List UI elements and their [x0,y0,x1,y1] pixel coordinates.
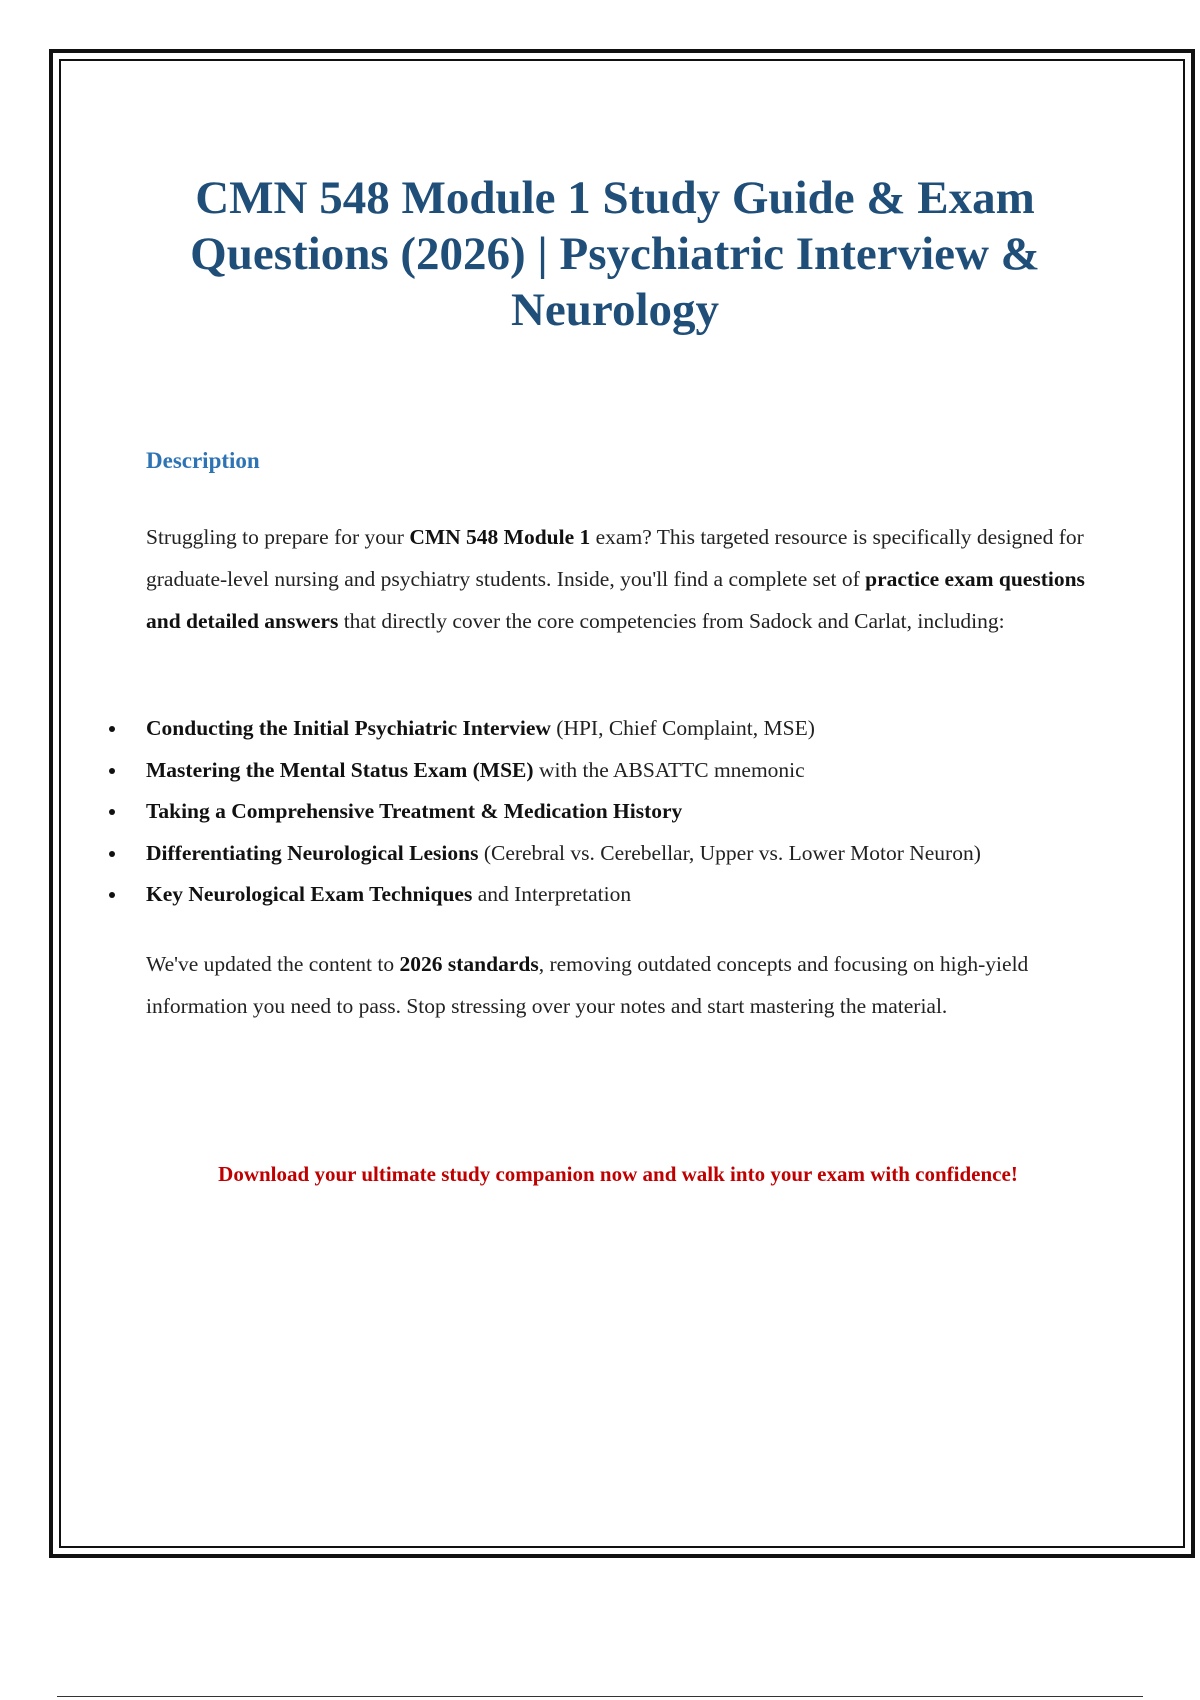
intro-bold-practice: practice exam questions and detailed answers [146,567,1085,633]
list-item-text: (Cerebral vs. Cerebellar, Upper vs. Lower Motor Neuron) [478,840,981,865]
list-item [146,707,1146,749]
bullet-icon [109,851,115,857]
list-item-bold: Key Neurological Exam Techniques [146,882,473,906]
list-item [146,832,1146,874]
list-item [146,749,1146,791]
list-item [146,873,1146,915]
list-item-bold: Differentiating Neurological Lesions [146,840,479,865]
closing-text-2: , removing outdated concepts and focusing on high-yield information you need to pass. Stop stressing over your notes and start mastering the material. [146,952,1029,1018]
bullet-icon [109,768,115,774]
list-item-text: and Interpretation [472,882,632,906]
closing-text-1: We've updated the content to [146,952,400,976]
list-item-text: (HPI, Chief Complaint, MSE) [550,716,815,740]
list-item-bold: Mastering the Mental Status Exam (MSE) [146,757,534,782]
bullet-icon [109,809,115,815]
list-item-bold: Taking a Comprehensive Treatment & Medication History [146,799,683,823]
call-to-action: Download your ultimate study companion now and walk into your exam with confidence! [218,1162,1018,1186]
intro-paragraph [146,516,1106,642]
intro-bold-course: CMN 548 Module 1 [409,525,591,549]
list-item-text: with the ABSATTC mnemonic [533,757,805,782]
closing-bold-standards: 2026 standards [399,952,539,976]
closing-paragraph [146,943,1106,1027]
list-item-bold: Conducting the Initial Psychiatric Interview [146,716,551,740]
bullet-icon [109,726,115,732]
description-heading: Description [146,448,260,473]
intro-text-1: Struggling to prepare for your [146,525,410,549]
document-title: CMN 548 Module 1 Study Guide & Exam Questions (2026) | Psychiatric Interview & Neurology [190,172,1040,336]
intro-text-3: that directly cover the core competencies from Sadock and Carlat, including: [338,609,1005,633]
bullet-icon [109,892,115,898]
topics-list [146,707,1146,915]
footer-divider [57,1696,1143,1697]
list-item [146,790,1146,832]
intro-text-2: exam? This targeted resource is specifically designed for graduate-level nursing and psychiatry students. Inside, you'll find a complete set of [146,525,1084,591]
